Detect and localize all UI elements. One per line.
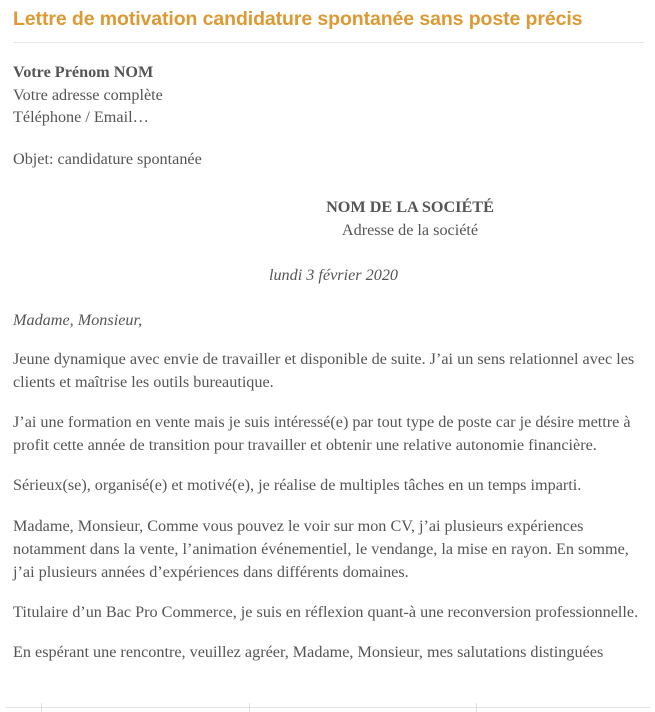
footer-column-separator — [476, 703, 477, 712]
body-paragraph: Titulaire d’un Bac Pro Commerce, je suis en réflexion quant-à une reconversion professionnelle. — [13, 603, 639, 622]
sender-address: Votre adresse complète — [13, 85, 163, 104]
recipient-block — [13, 196, 642, 242]
body-paragraph: J’ai une formation en vente mais je suis intéressé(e) par tout type de poste car je désire mettre à profit cette année de transition pour travailler et obtenir une relative autonomie financière. — [13, 412, 631, 455]
letter-date: lundi 3 février 2020 — [268, 265, 399, 284]
recipient-company-address: Adresse de la société — [341, 220, 479, 239]
page-title: Lettre de motivation candidature spontanée sans poste précis — [13, 8, 583, 30]
footer-column-separator — [249, 703, 250, 712]
salutation: Madame, Monsieur, — [13, 310, 143, 329]
sender-block — [13, 61, 642, 129]
body-paragraph: En espérant une rencontre, veuillez agréer, Madame, Monsieur, mes salutations distinguées — [13, 643, 604, 662]
subject-line: Objet: candidature spontanée — [13, 149, 202, 168]
body-paragraph: Jeune dynamique avec envie de travailler et disponible de suite. J’ai un sens relationnel avec les clients et maîtrise les outils bureautique. — [13, 349, 635, 391]
title-divider — [13, 42, 644, 43]
footer-column-separator — [41, 703, 42, 712]
letter-body — [0, 61, 655, 665]
sender-name: Votre Prénom NOM — [13, 63, 154, 81]
body-paragraph: Madame, Monsieur, Comme vous pouvez le voir sur mon CV, j’ai plusieurs expériences notamment dans la vente, l’animation événementiel, le vendange, la mise en rayon. En somme, j’ai plusieurs années d’expériences dans différents domaines. — [13, 516, 629, 581]
body-paragraph: Sérieux(se), organisé(e) et motivé(e), je réalise de multiples tâches en un temps imparti. — [13, 476, 582, 495]
recipient-company-name: NOM DE LA SOCIÉTÉ — [326, 197, 494, 216]
footer-column-separators — [0, 701, 655, 712]
paragraph-list — [13, 348, 642, 665]
sender-contact: Téléphone / Email… — [13, 108, 149, 126]
